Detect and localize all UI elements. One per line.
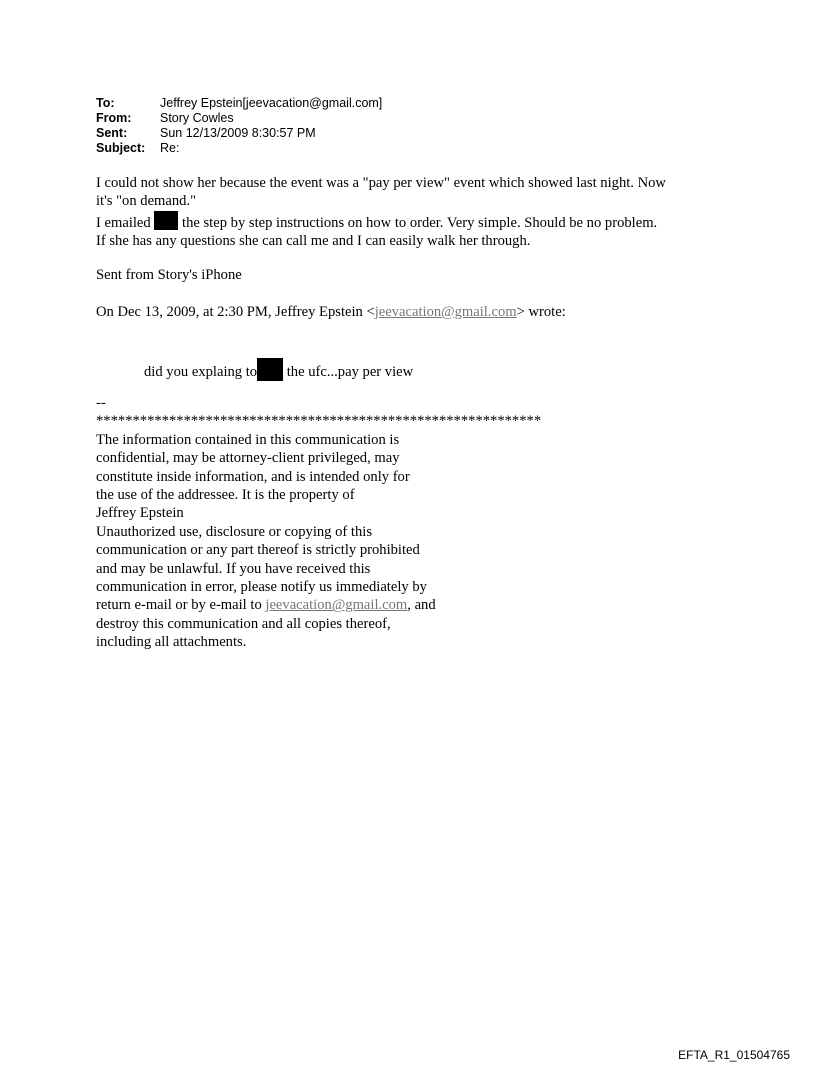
disclaimer-email-link[interactable]: jeevacation@gmail.com xyxy=(265,597,408,614)
sent-row xyxy=(96,126,382,141)
disclaimer-line xyxy=(96,596,541,614)
from-value: Story Cowles xyxy=(160,111,234,125)
disclaimer-dash: -- xyxy=(96,395,106,411)
disclaimer-line: including all attachments. xyxy=(96,634,247,651)
quote-intro xyxy=(96,303,566,321)
disclaimer-line: and may be unlawful. If you have received this xyxy=(96,560,371,577)
body-line-2: it's "on demand." xyxy=(96,193,197,210)
redaction-block xyxy=(257,358,283,381)
signature-line: Sent from Story's iPhone xyxy=(96,267,242,283)
body-line-3-start: I emailed xyxy=(96,214,151,231)
disclaimer-line-start: return e-mail or by e-mail to xyxy=(96,597,266,614)
email-header xyxy=(96,96,382,156)
disclaimer-line: Unauthorized use, disclosure or copying of this xyxy=(96,523,373,540)
redaction-block xyxy=(154,211,178,230)
subject-label: Subject: xyxy=(96,141,146,155)
disclaimer-line: destroy this communication and all copies thereof, xyxy=(96,615,391,632)
disclaimer-line: confidential, may be attorney-client privileged, may xyxy=(96,450,400,467)
body-line-3 xyxy=(96,211,666,232)
sent-value: Sun 12/13/2009 8:30:57 PM xyxy=(160,126,316,140)
quote-intro-end: > wrote: xyxy=(516,304,566,320)
to-row xyxy=(96,96,382,111)
quoted-start: did you explaing to xyxy=(144,364,258,380)
disclaimer xyxy=(96,394,541,652)
disclaimer-line: communication in error, please notify us immediately by xyxy=(96,579,427,596)
quoted-end: the ufc...pay per view xyxy=(286,364,414,380)
disclaimer-line: communication or any part thereof is strictly prohibited xyxy=(96,542,420,559)
from-row xyxy=(96,111,382,126)
body-line-1: I could not show her because the event was a "pay per view" event which showed last night. Now xyxy=(96,175,666,191)
disclaimer-line: the use of the addressee. It is the property of xyxy=(96,487,355,504)
quoted-message xyxy=(144,358,413,381)
to-label: To: xyxy=(96,96,115,110)
quote-intro-start: On Dec 13, 2009, at 2:30 PM, Jeffrey Epstein < xyxy=(96,304,375,320)
disclaimer-line: Jeffrey Epstein xyxy=(96,505,184,522)
body-line-3-end: the step by step instructions on how to order. Very simple. Should be no problem. xyxy=(182,214,658,231)
disclaimer-line-end: , and xyxy=(407,597,436,614)
body-line-4: If she has any questions she can call me and I can easily walk her through. xyxy=(96,233,531,250)
subject-row xyxy=(96,141,382,156)
message-body xyxy=(96,174,666,251)
subject-value: Re: xyxy=(160,141,180,155)
quote-email-link[interactable]: jeevacation@gmail.com xyxy=(374,304,517,320)
from-label: From: xyxy=(96,111,132,125)
to-value: Jeffrey Epstein[jeevacation@gmail.com] xyxy=(160,96,383,110)
disclaimer-line: The information contained in this communication is xyxy=(96,431,400,448)
bates-number: EFTA_R1_01504765 xyxy=(678,1048,790,1062)
sent-label: Sent: xyxy=(96,126,128,140)
disclaimer-stars: ************************************************************* xyxy=(96,413,542,430)
disclaimer-line: constitute inside information, and is intended only for xyxy=(96,468,410,485)
